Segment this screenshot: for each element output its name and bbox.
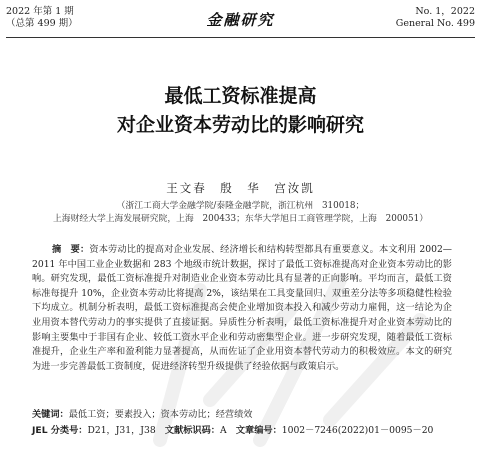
title-line-2: 对企业资本劳动比的影响研究 [116,114,364,136]
jel-label: JEL 分类号： [32,425,88,436]
title-line-1: 最低工资标准提高 [164,85,317,107]
doc-code: A [220,425,227,436]
issue-number: No. 1，2022 [415,6,475,17]
paper-title [0,82,481,140]
issue-total: （总第 499 期） [6,18,78,29]
keywords-text: 最低工资；要素投入；资本劳动比；经营绩效 [68,409,253,420]
abstract-label: 摘 要： [52,244,90,255]
article-no-label: 文章编号： [235,425,282,436]
keywords [32,408,452,422]
article-number: 1002－7246(2022)01－0095－20 [281,425,434,436]
header-rule [6,37,475,38]
abstract [32,243,452,374]
classification-line [32,424,472,438]
doc-code-label: 文献标识码： [164,425,220,436]
keywords-label: 关键词： [32,409,69,420]
journal-name: 金融研究 [206,11,275,29]
affiliation-line-1: （浙江工商大学金融学院/泰隆金融学院，浙江杭州 310018； [116,201,365,211]
jel-codes: D21，J31，J38 [87,425,156,436]
abstract-text: 资本劳动比的提高对企业发展、经济增长和结构转型都具有重要意义。本文利用 2002—2011 年中国工业企业数据和 283 个地级市统计数据，探讨了最低工资标准提高对企业资本劳动比的影响。研究发现，最低工资标准提升对制造业企业资本劳动比具有显著的正向影响。平均而言，最低工资标准每提升 10%，企业资本劳动比将提高 2%，该结果在工具变量回归、双重差分法等多项稳健性检验下均成立。机制分析表明，最低工资标准提高会使企业增加资本投入和减少劳动力雇佣，这一结论为企业用资本替代劳动力的事实提供了直接证据。异质性分析表明，最低工资标准提升对企业资本劳动比的影响主要集中于非国有企业、较低工资水平企业和劳动密集型企业。进一步研究发现，随着最低工资标准提升，企业生产率和盈利能力显著提高，从而佐证了企业用资本替代劳动力的积极效应。本文的研究为进一步完善最低工资制度，促进经济转型升级提供了经验依据与政策启示。 [32,244,452,372]
issue-info-right [396,6,475,30]
author-list: 王文春 殷 华 宫汝凯 [166,181,315,195]
general-number: General No. 499 [395,18,475,29]
issue-year: 2022 年第 1 期 [6,6,74,17]
affiliation-line-2: 上海财经大学上海发展研究院，上海 200433；东华大学旭日工商管理学院，上海 200051） [52,214,429,224]
